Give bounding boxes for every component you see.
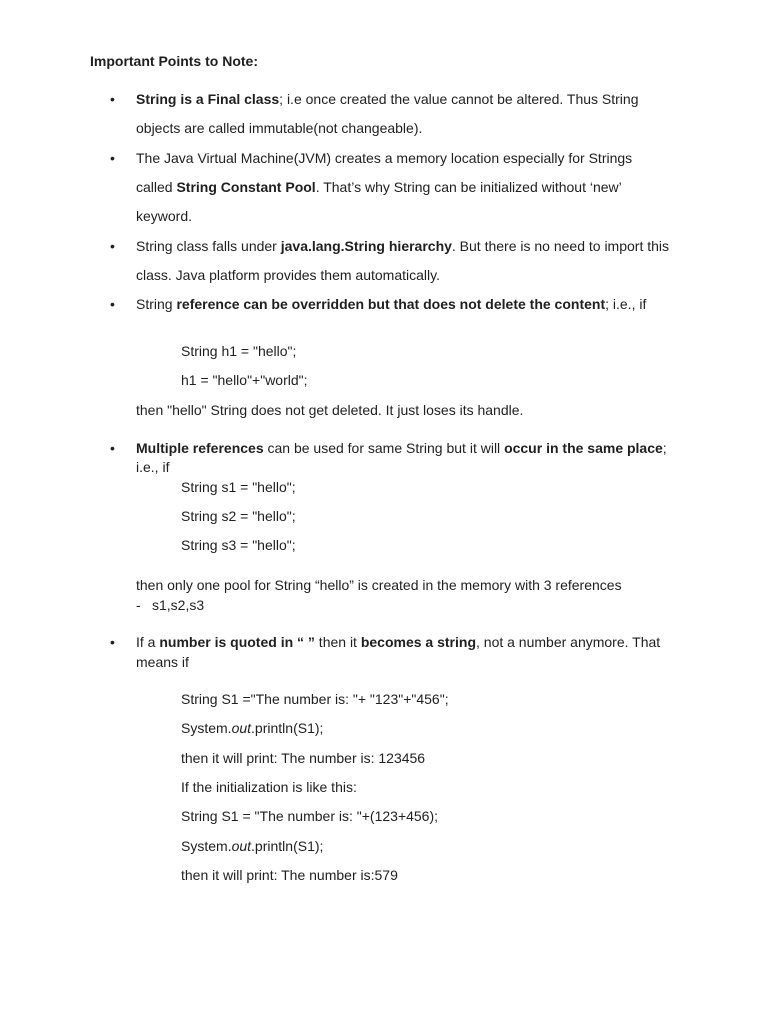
string-constant-pool-bold: String Constant Pool [176,179,316,195]
reference-post-text: ; i.e., if [605,296,647,312]
point-multiple-refs-line-1 [136,439,667,457]
same-place-bold: occur in the same place [504,440,663,456]
point-final-class-line-1 [136,90,638,108]
jvm-pre-text: called [136,179,177,195]
reference-pre-text: String [136,296,177,312]
bullet-marker: • [110,150,115,166]
code-line: String s3 = "hello"; [181,537,296,553]
code-line: String S1 = "The number is: "+(123+456); [181,808,439,824]
hierarchy-bold: java.lang.String hierarchy [280,238,452,254]
println-text: .println(S1); [251,838,324,854]
initialization-line: If the initialization is like this: [181,779,357,795]
bullet-marker: • [110,91,115,107]
quoted-post-text: , not a number anymore. That [476,634,661,650]
point-quoted-number-line-1 [136,633,660,651]
println-text: .println(S1); [251,720,324,736]
reference-bold: reference can be overridden but that does not delete the content [176,296,606,312]
multiple-refs-after-line-2: s1,s2,s3 [152,597,205,613]
code-line: String S1 ="The number is: "+ "123"+"456"; [181,691,449,707]
code-line [181,837,323,855]
point-final-class-line-2: objects are called immutable(not changeable). [136,120,423,136]
code-line: String s1 = "hello"; [181,479,296,495]
code-line: String s2 = "hello"; [181,508,296,524]
bullet-marker: • [110,296,115,312]
code-line: String h1 = "hello"; [181,343,297,359]
code-line: h1 = "hello"+"world"; [181,372,308,388]
multiple-refs-mid-text: can be used for same String but it will [263,440,505,456]
final-class-bold-text: String is a Final class [136,91,280,107]
system-text: System. [181,720,232,736]
quoted-pre-text: If a [136,634,160,650]
final-class-text: ; i.e once created the value cannot be altered. Thus String [279,91,639,107]
point-quoted-number-line-2: means if [136,654,189,670]
bullet-marker: • [110,440,115,456]
point-jvm-line-3: keyword. [136,208,193,224]
reference-after-text: then "hello" String does not get deleted. It just loses its handle. [136,402,524,418]
bullet-marker: • [110,634,115,650]
quoted-mid-text: then it [314,634,361,650]
jvm-post-text: . That’s why String can be initialized without ‘new’ [315,179,622,195]
point-jvm-line-1: The Java Virtual Machine(JVM) creates a memory location especially for Strings [136,150,633,166]
point-jvm-line-2 [136,178,622,196]
multiple-refs-after-dash: - [136,597,141,613]
out-italic-text: out [231,838,252,854]
point-hierarchy-line-2: class. Java platform provides them automatically. [136,267,440,283]
multiple-refs-after-line-1: then only one pool for String “hello” is created in the memory with 3 references [136,577,622,593]
point-multiple-refs-line-2: i.e., if [136,459,170,475]
output-line: then it will print: The number is: 123456 [181,750,426,766]
multiple-references-bold: Multiple references [136,440,264,456]
out-italic-text: out [231,720,252,736]
number-quoted-bold: number is quoted in “ ” [159,634,315,650]
bullet-marker: • [110,238,115,254]
section-heading: Important Points to Note: [90,53,258,69]
output-line: then it will print: The number is:579 [181,867,398,883]
system-text: System. [181,838,232,854]
code-line [181,719,323,737]
point-hierarchy-line-1 [136,237,669,255]
point-reference-line-1 [136,295,646,313]
becomes-string-bold: becomes a string [360,634,476,650]
hierarchy-pre-text: String class falls under [136,238,281,254]
multiple-refs-end-text: ; [662,440,667,456]
hierarchy-post-text: . But there is no need to import this [451,238,670,254]
